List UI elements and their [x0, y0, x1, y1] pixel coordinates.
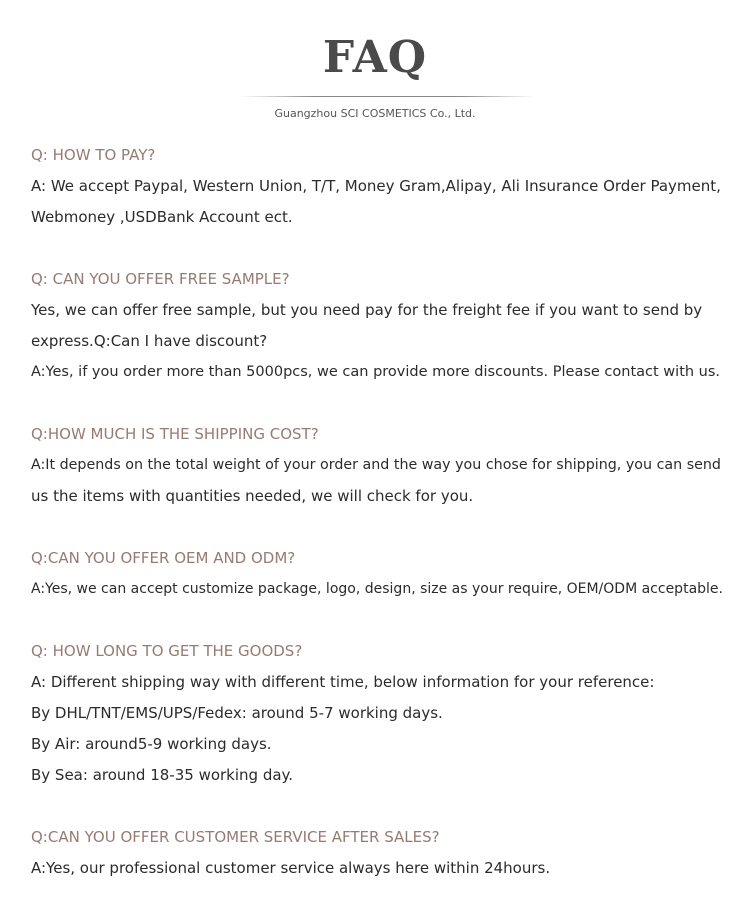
faq-item-oem-odm — [31, 543, 731, 605]
faq-item-shipping-cost — [31, 419, 731, 512]
company-subtitle: Guangzhou SCI COSMETICS Co., Ltd. — [274, 107, 476, 120]
faq-answer-line: Webmoney ,USDBank Account ect. — [31, 208, 293, 226]
faq-question: Q:CAN YOU OFFER CUSTOMER SERVICE AFTER SALES? — [31, 828, 440, 846]
faq-question: Q:HOW MUCH IS THE SHIPPING COST? — [31, 425, 319, 443]
faq-answer-line: Yes, we can offer free sample, but you need pay for the freight fee if you want to send by — [31, 301, 703, 319]
faq-item-delivery-time — [31, 636, 731, 791]
title-divider — [240, 96, 535, 97]
faq-answer-line: A: Different shipping way with different time, below information for your reference: — [31, 673, 655, 691]
faq-answer-line: A:It depends on the total weight of your order and the way you chose for shipping, you can send — [31, 457, 721, 473]
faq-question: Q: HOW TO PAY? — [31, 146, 156, 164]
faq-question: Q: HOW LONG TO GET THE GOODS? — [31, 642, 303, 660]
page-header — [0, 0, 750, 130]
faq-list — [31, 140, 731, 915]
faq-answer-line: express.Q:Can I have discount? — [31, 332, 268, 350]
faq-answer-line: A: We accept Paypal, Western Union, T/T, Money Gram,Alipay, Ali Insurance Order Payment, — [31, 177, 721, 195]
faq-answer-line: By DHL/TNT/EMS/UPS/Fedex: around 5-7 working days. — [31, 704, 443, 722]
faq-answer-line: By Air: around5-9 working days. — [31, 735, 272, 753]
faq-answer-line: A:Yes, our professional customer service always here within 24hours. — [31, 859, 551, 877]
faq-question: Q: CAN YOU OFFER FREE SAMPLE? — [31, 270, 290, 288]
faq-item-free-sample — [31, 264, 731, 388]
faq-question: Q:CAN YOU OFFER OEM AND ODM? — [31, 549, 296, 567]
faq-item-after-sales — [31, 822, 731, 884]
faq-answer-line: A:Yes, if you order more than 5000pcs, we can provide more discounts. Please contact with us. — [31, 364, 721, 380]
faq-answer-line: A:Yes, we can accept customize package, logo, design, size as your require, OEM/ODM acceptable. — [31, 581, 723, 597]
faq-answer-line: By Sea: around 18-35 working day. — [31, 766, 294, 784]
faq-item-how-to-pay — [31, 140, 731, 233]
page-title: FAQ — [322, 32, 428, 83]
faq-answer-line: us the items with quantities needed, we will check for you. — [31, 487, 474, 505]
